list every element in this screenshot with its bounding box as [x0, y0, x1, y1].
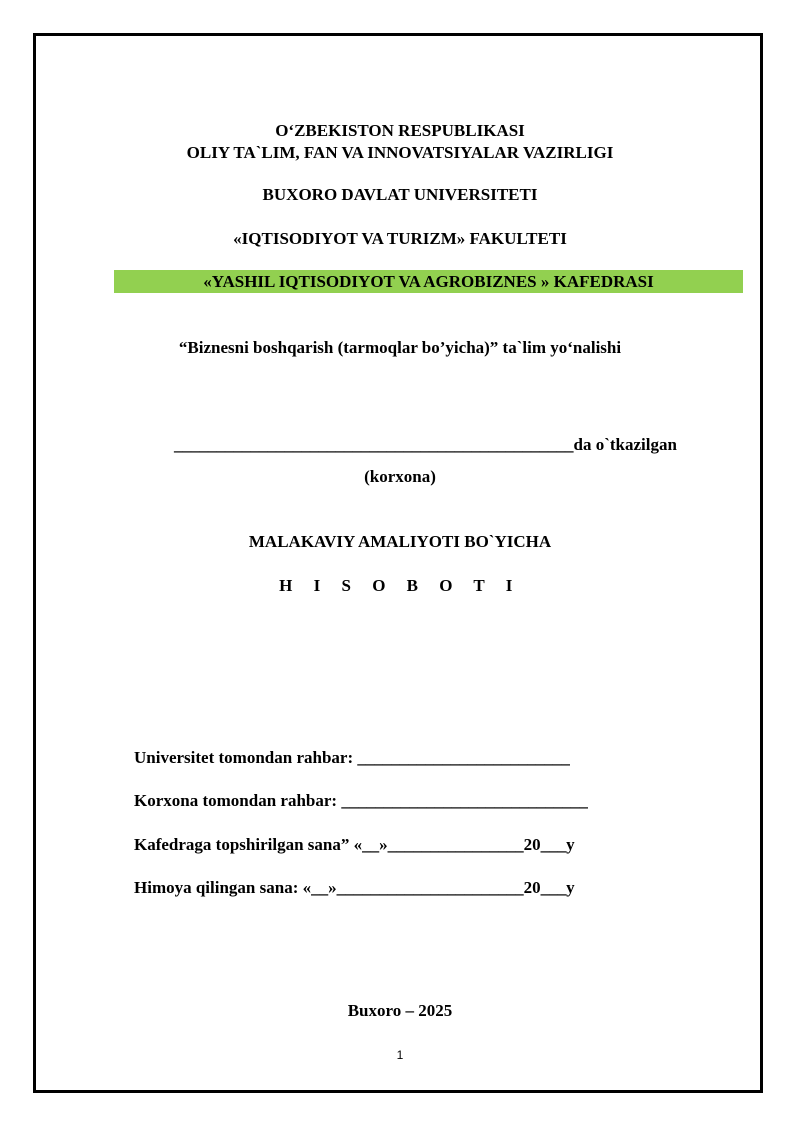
city-year: Buxoro – 2025	[347, 1001, 453, 1020]
submitted-date-field: Kafedraga topshirilgan sana” «__»________________20___y	[134, 835, 575, 854]
direction-line: “Biznesni boshqarish (tarmoqlar bo’yicha)” ta`lim yo‘nalishi	[178, 338, 622, 357]
department-heading: «YASHIL IQTISODIYOT VA AGROBIZNES » KAFEDRASI	[203, 272, 654, 291]
enterprise-blank: _______________________________________________	[174, 435, 574, 454]
enterprise-line	[174, 434, 677, 456]
university-supervisor-field: Universitet tomondan rahbar: _________________________	[134, 748, 570, 767]
report-title-line1: MALAKAVIY AMALIYOTI BO`YICHA	[248, 532, 552, 551]
company-supervisor-field: Korxona tomondan rahbar: _____________________________	[134, 791, 588, 810]
faculty-heading: «IQTISODIYOT VA TURIZM» FAKULTETI	[233, 229, 567, 248]
university-heading: BUXORO DAVLAT UNIVERSITETI	[262, 185, 538, 204]
enterprise-caption: (korxona)	[364, 467, 436, 486]
page-number: 1	[396, 1048, 404, 1062]
report-title-line2: H I S O B O T I	[279, 576, 521, 595]
defense-date-field: Himoya qilingan sana: «__»______________________20___y	[134, 878, 575, 897]
ministry-heading: OLIY TA`LIM, FAN VA INNOVATSIYALAR VAZIRLIGI	[186, 143, 614, 162]
republic-heading: O‘ZBEKISTON RESPUBLIKASI	[275, 121, 525, 140]
enterprise-suffix: da o`tkazilgan	[573, 435, 677, 454]
